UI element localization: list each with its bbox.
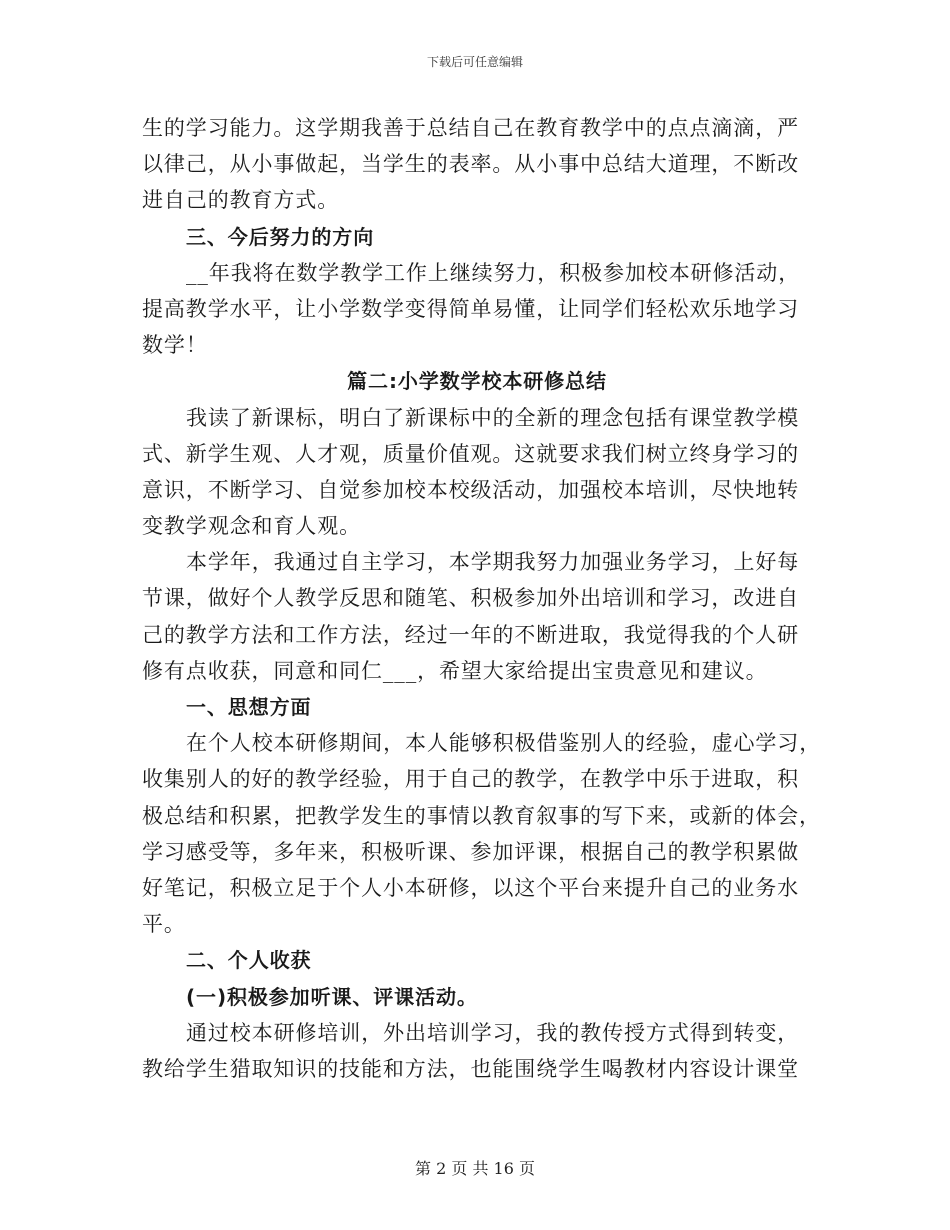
paragraph-line: 通过校本研修培训，外出培训学习，我的教传授方式得到转变， bbox=[186, 1020, 800, 1045]
section-heading: 三、今后努力的方向 bbox=[186, 224, 375, 249]
paragraph-line: __年我将在数学教学工作上继续努力，积极参加校本研修活动， bbox=[186, 260, 801, 285]
paragraph-line: 提高教学水平，让小学数学变得简单易懂，让同学们轻松欢乐地学习 bbox=[142, 296, 799, 321]
section-heading: (一)积极参加听课、评课活动。 bbox=[186, 984, 478, 1009]
paragraph-line: 平。 bbox=[142, 912, 186, 937]
paragraph-line: 节课，做好个人教学反思和随笔、积极参加外出培训和学习，改进自 bbox=[142, 586, 799, 611]
page-number: 第 2 页 共 16 页 bbox=[415, 1159, 535, 1178]
paragraph-line: 我读了新课标，明白了新课标中的全新的理念包括有课堂教学模 bbox=[186, 405, 800, 430]
paragraph-line: 生的学习能力。这学期我善于总结自己在教育教学中的点点滴滴，严 bbox=[142, 116, 799, 140]
paragraph-line: 修有点收获，同意和同仁___，希望大家给提出宝贵意见和建议。 bbox=[142, 658, 768, 683]
paragraph-line: 好笔记，积极立足于个人小本研修，以这个平台来提升自己的业务水 bbox=[142, 875, 799, 900]
paragraph-line: 以律己，从小事做起，当学生的表率。从小事中总结大道理，不断改 bbox=[142, 152, 799, 177]
header-note: 下载后可任意编辑 bbox=[426, 55, 523, 69]
paragraph-line: 教给学生猎取知识的技能和方法，也能围绕学生喝教材内容设计课堂 bbox=[142, 1056, 799, 1081]
section-heading: 一、思想方面 bbox=[186, 695, 312, 719]
paragraph-line: 式、新学生观、人才观，质量价值观。这就要求我们树立终身学习的 bbox=[142, 441, 799, 466]
paragraph-line: 本学年，我通过自主学习，本学期我努力加强业务学习，上好每 bbox=[186, 550, 800, 575]
paragraph-line: 学习感受等，多年来，积极听课、参加评课，根据自己的教学积累做 bbox=[142, 839, 799, 864]
paragraph-line: 数学！ bbox=[142, 333, 208, 358]
paragraph-line: 在个人校本研修期间，本人能够积极借鉴别人的经验，虚心学习， bbox=[186, 731, 822, 756]
paragraph-line: 变教学观念和育人观。 bbox=[142, 514, 361, 539]
document-body bbox=[142, 110, 822, 1087]
paragraph-line: 进自己的教育方式。 bbox=[142, 188, 340, 213]
paragraph-line: 己的教学方法和工作方法，经过一年的不断进取，我觉得我的个人研 bbox=[142, 622, 799, 647]
section-heading: 篇二:小学数学校本研修总结 bbox=[347, 369, 607, 394]
paragraph-line: 意识，不断学习、自觉参加校本校级活动，加强校本培训，尽快地转 bbox=[142, 477, 799, 502]
paragraph-line: 收集别人的好的教学经验，用于自己的教学，在教学中乐于进取，积 bbox=[142, 767, 799, 792]
paragraph-line: 极总结和积累，把教学发生的事情以教育叙事的写下来，或新的体会， bbox=[142, 803, 821, 828]
section-heading: 二、个人收获 bbox=[186, 948, 312, 973]
